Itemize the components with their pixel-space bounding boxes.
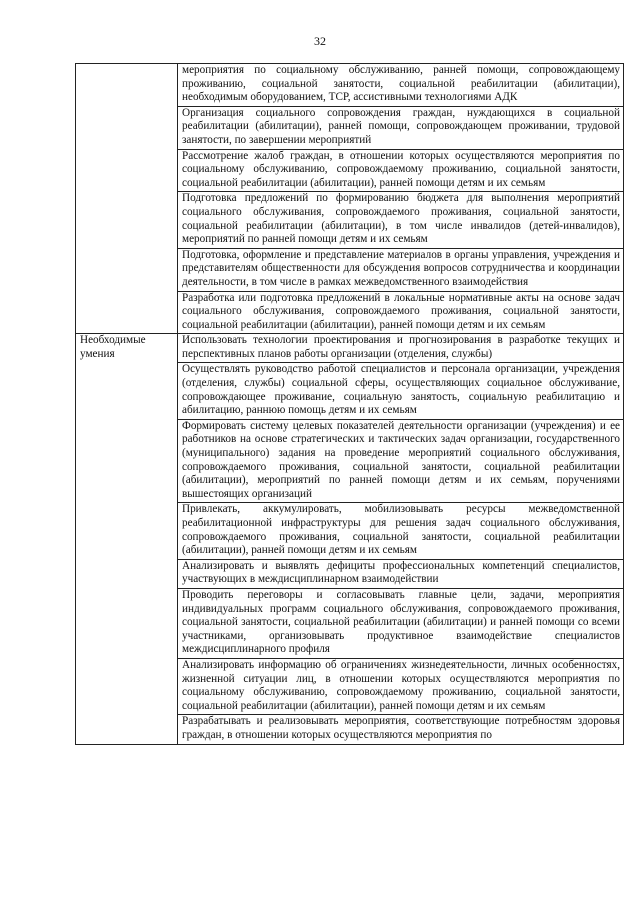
row-text-cell: Организация социального сопровождения граждан, нуждающихся в социальной реабилитации (абилитации), ранней помощи, сопровождающем проживании, трудовой занятости, по завершении мероприятий <box>178 106 624 149</box>
row-text-cell: Разрабатывать и реализовывать мероприятия, соответствующие потребностям здоровья граждан, в отношении которых осуществляются мероприятия по <box>178 715 624 744</box>
row-text-cell: мероприятия по социальному обслуживанию, ранней помощи, сопровождающему проживанию, социальной занятости, социальной реабилитации (абилитации), необходимым оборудованием, ТСР, ассистивными технологиями АДК <box>178 64 624 107</box>
row-text-cell: Рассмотрение жалоб граждан, в отношении которых осуществляются мероприятия по социальному обслуживанию, сопровождаемому проживанию, социальной занятости, социальной реабилитации (абилитации), ранней помощи детям и их семьям <box>178 149 624 192</box>
requirements-table <box>75 63 624 745</box>
row-text-cell: Разработка или подготовка предложений в локальные нормативные акты на основе задач социального обслуживания, сопровождаемого проживания, социальной занятости, социальной реабилитации (абилитации), ранней помощи детям и их семьям <box>178 291 624 334</box>
row-text-cell: Формировать систему целевых показателей деятельности организации (учреждения) и ее работников на основе стратегических и тактических задач организации, государственного (муниципального) задания на проведение мероприятий социального обслуживания, сопровождаемого проживания, социальной занятости, социальной реабилитации (абилитации), мероприятий по ранней помощи детям и их семьям, поручениями вышестоящих организаций <box>178 419 624 503</box>
row-text-cell: Привлекать, аккумулировать, мобилизовывать ресурсы межведомственной реабилитационной инфраструктуры для решения задач социального обслуживания, сопровождаемого проживания, социальной занятости, социальной реабилитации (абилитации), ранней помощи детям и их семьям <box>178 503 624 559</box>
row-text-cell: Подготовка предложений по формированию бюджета для выполнения мероприятий социального обслуживания, сопровождаемого проживания, социальной занятости, социальной реабилитации (абилитации), в том числе инвалидов (детей-инвалидов), мероприятий по ранней помощи детям и их семьям <box>178 192 624 248</box>
row-text-cell: Использовать технологии проектирования и прогнозирования в разработке текущих и перспективных планов работы организации (отделения, службы) <box>178 334 624 363</box>
row-text-cell: Анализировать и выявлять дефициты профессиональных компетенций специалистов, участвующих в междисциплинарном взаимодействии <box>178 559 624 588</box>
page-number: 32 <box>314 34 326 48</box>
table-row <box>76 64 624 107</box>
section-label-necessary-skills: Необходимые умения <box>76 334 178 744</box>
row-text-cell: Анализировать информацию об ограничениях жизнедеятельности, личных особенностях, жизненной ситуации лиц, в отношении которых осуществляются мероприятия по социальному обслуживанию, сопровождаемому проживанию, социальной занятости, социальной реабилитации (абилитации), ранней помощи детям и их семьям <box>178 658 624 714</box>
row-text-cell: Осуществлять руководство работой специалистов и персонала организации, учреждения (отделения, службы) социальной сферы, осуществляющих социальное обслуживание, сопровождающее проживание, социальную занятость, социальную реабилитацию и абилитацию, раннюю помощь детям и их семьям <box>178 363 624 419</box>
table-row <box>76 334 624 363</box>
row-text-cell: Подготовка, оформление и представление материалов в органы управления, учреждения и представителям общественности для обсуждения вопросов сотрудничества и координации деятельности, в том числе в рамках межведомственного взаимодействия <box>178 248 624 291</box>
row-text-cell: Проводить переговоры и согласовывать главные цели, задачи, мероприятия индивидуальных программ социального обслуживания, сопровождаемого проживания, социальной занятости, социальной реабилитации (абилитации) и ранней помощи со всеми участниками, организовывать продуктивное взаимодействие специалистов междисциплинарного профиля <box>178 588 624 658</box>
row-label-cell <box>76 64 178 334</box>
